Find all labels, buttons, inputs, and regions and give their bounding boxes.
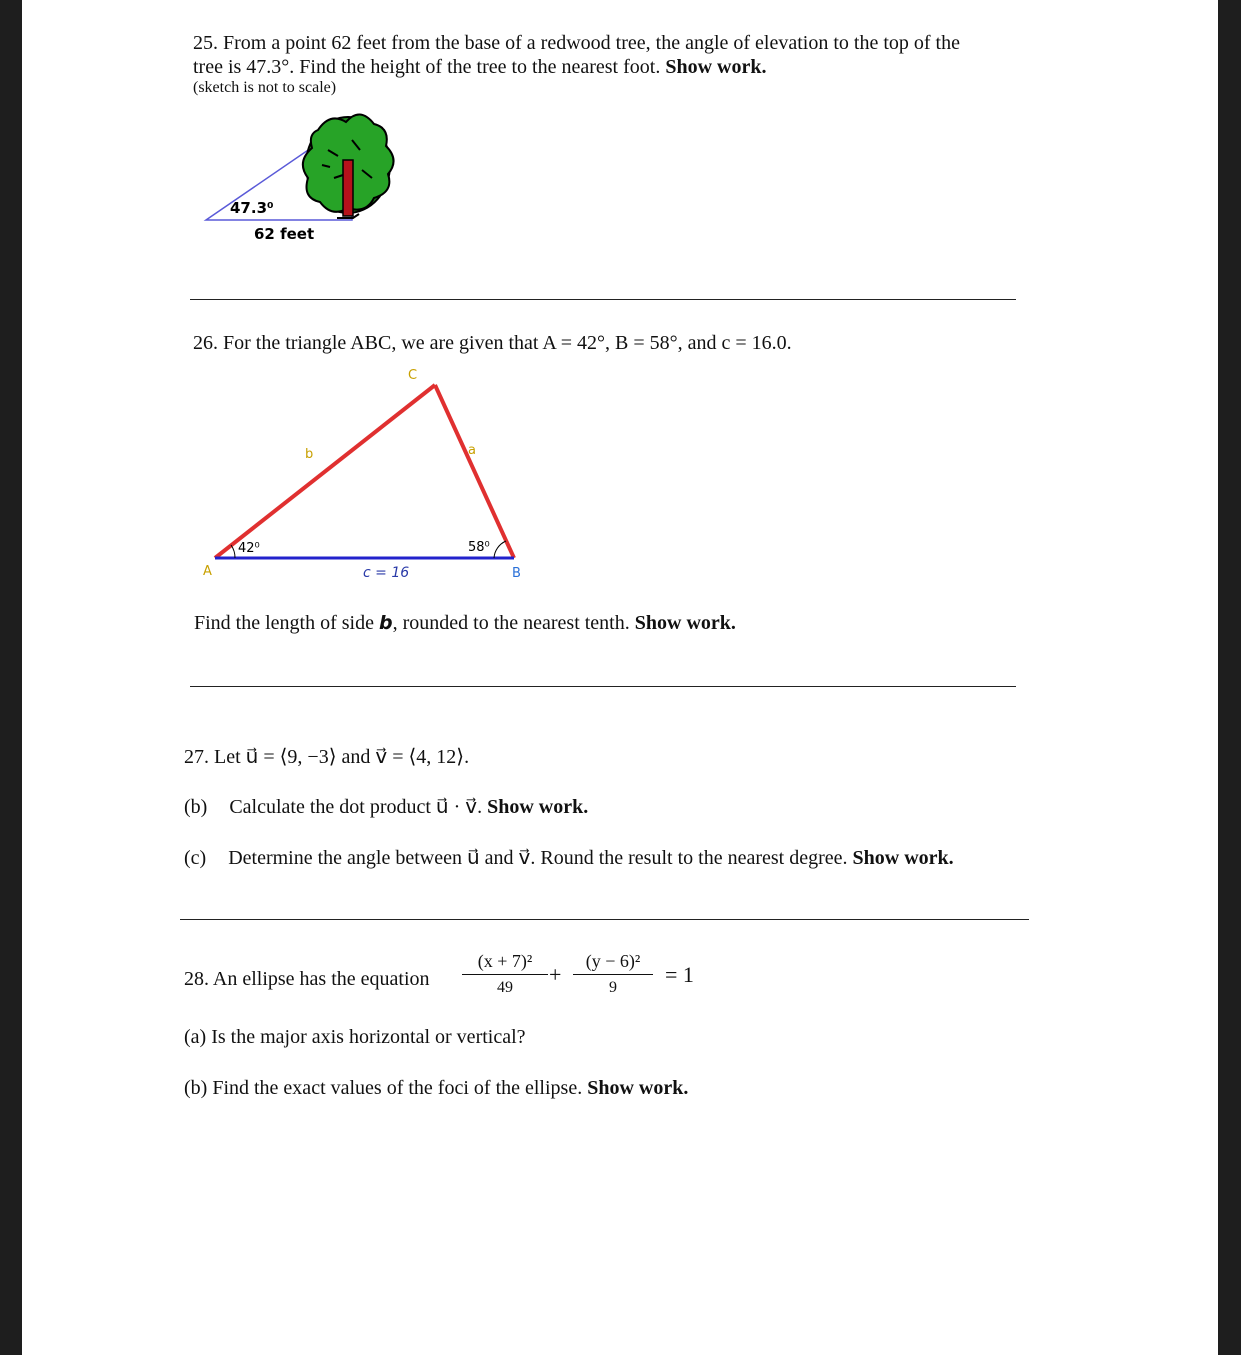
side-a-label: a [468, 443, 476, 458]
tree-angle-label: 47.3⁰ [230, 199, 274, 217]
fraction-y-denominator: 9 [609, 979, 617, 996]
side-c-label: c = 16 [363, 565, 410, 581]
side-b-line [215, 385, 435, 558]
triangle-abc-figure [22, 0, 1218, 620]
q28-part-a: (a) Is the major axis horizontal or vertical? [184, 1026, 526, 1048]
document-page [22, 0, 1218, 1355]
q28-show-work: Show work. [587, 1077, 689, 1099]
q26-task-post: , rounded to the nearest tenth. [392, 612, 635, 634]
side-b-label: b [305, 447, 314, 462]
vertex-c-label: C [408, 368, 418, 383]
q27-part-b-label: (b) [184, 796, 208, 818]
q28-prompt: 28. An ellipse has the equation [184, 968, 430, 990]
tree-distance-label: 62 feet [254, 225, 315, 243]
q28-part-b [184, 1076, 688, 1100]
q27-prompt: 27. Let u⃗ = ⟨9, −3⟩ and v⃗ = ⟨4, 12⟩. [184, 746, 470, 768]
q27-part-b-text: Calculate the dot product u⃗ · v⃗. [229, 796, 488, 818]
q25-line2-text: tree is 47.3°. Find the height of the tree to the nearest foot. [193, 56, 666, 78]
q27-part-c-show-work: Show work. [852, 847, 954, 869]
q26-show-work: Show work. [634, 612, 736, 634]
q25-note: (sketch is not to scale) [193, 79, 337, 96]
equation-rhs: = 1 [665, 962, 694, 987]
q27-part-c-label: (c) [184, 847, 207, 869]
q27-part-c-text: Determine the angle between u⃗ and v⃗. Round the result to the nearest degree. [228, 847, 853, 869]
q26-task-var: b [378, 612, 393, 634]
q28-part-b-text: (b) Find the exact values of the foci of the ellipse. [184, 1077, 588, 1099]
angle-b-label: 58⁰ [468, 540, 490, 555]
side-a-line [435, 385, 514, 558]
fraction-y-numerator: (y − 6)² [585, 951, 641, 971]
fraction-x [462, 950, 548, 999]
q25-show-work: Show work. [665, 56, 767, 78]
q26-prompt: 26. For the triangle ABC, we are given that A = 42°, B = 58°, and c = 16.0. [193, 332, 792, 354]
angle-a-label: 42⁰ [238, 541, 260, 556]
vertex-a-label: A [203, 564, 212, 579]
fraction-x-denominator: 49 [497, 979, 513, 996]
divider-2 [190, 686, 1016, 687]
q26-task-pre: Find the length of side [194, 612, 379, 634]
divider-3 [180, 919, 1029, 920]
vertex-b-label: B [512, 566, 521, 581]
q26-task [194, 611, 736, 635]
fraction-x-numerator: (x + 7)² [477, 951, 533, 971]
plus-sign: + [549, 962, 562, 987]
q27-part-b-show-work: Show work. [487, 796, 589, 818]
q27-part-c [184, 846, 954, 870]
q25-line1: 25. From a point 62 feet from the base of a redwood tree, the angle of elevation to the top of the [193, 32, 960, 54]
q27-part-b [184, 795, 588, 819]
fraction-y [573, 950, 653, 999]
